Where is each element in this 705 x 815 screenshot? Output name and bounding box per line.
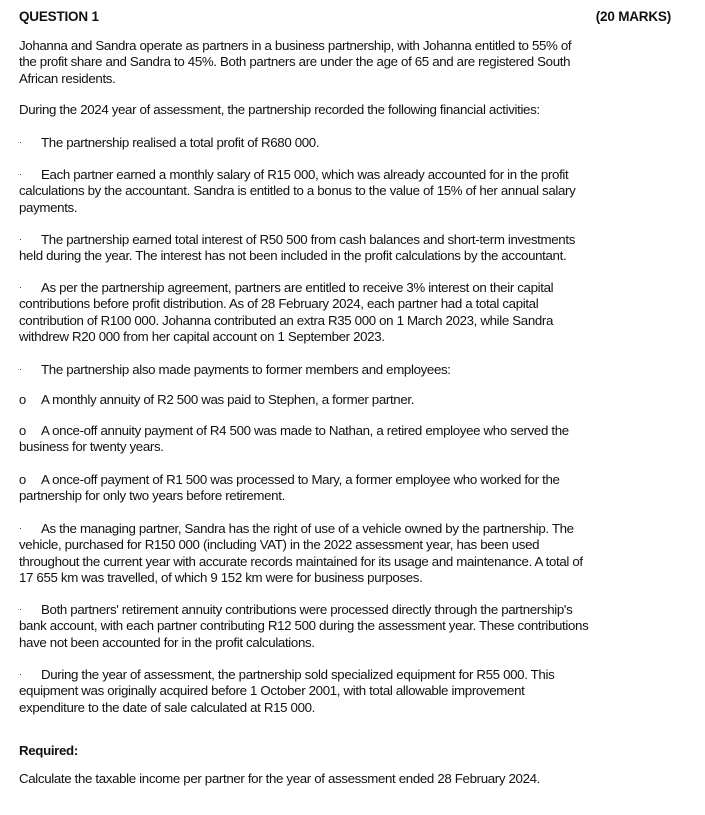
list-item-text: As per the partnership agreement, partners are entitled to receive 3% interest on their capital contributions before profit distribution. As of 28 February 2024, each partner had a total capital contribution of R100 000. Johanna contributed an extra R35 000 on 1 March 2023, while Sandra withdrew R20 000 from her capital account on 1 September 2023. — [19, 280, 554, 344]
sub-item-text: A monthly annuity of R2 500 was paid to Stephen, a former partner. — [41, 392, 415, 407]
list-item-text: During the year of assessment, the partnership sold specialized equipment for R55 000. This equipment was originally acquired before 1 October 2001, with total allowable improvement expenditure to the date of sale calculated at R15 000. — [19, 667, 555, 715]
list-item-total-profit — [19, 134, 589, 151]
list-item-salary — [19, 166, 589, 216]
list-item-equipment-sale — [19, 666, 589, 716]
list-item-text: Each partner earned a monthly salary of R15 000, which was already accounted for in the profit calculations by the accountant. Sandra is entitled to a bonus to the value of 15% of her annual salary payments. — [19, 167, 576, 215]
sub-item-text: A once-off payment of R1 500 was processed to Mary, a former employee who worked for the partnership for only two years before retirement. — [19, 472, 560, 504]
sub-item-nathan — [19, 423, 589, 456]
list-item-interest — [19, 231, 589, 265]
sub-item-mary — [19, 472, 589, 505]
question-header — [19, 9, 671, 27]
bullet-marker: · — [19, 234, 22, 244]
sub-bullet-marker: o — [19, 423, 26, 438]
question-title: QUESTION 1 — [19, 9, 99, 24]
bullet-marker: · — [19, 364, 22, 374]
intro-paragraph: Johanna and Sandra operate as partners in a business partnership, with Johanna entitled to 55% of the profit share and Sandra to 45%. Both partners are under the age of 65 and are registered South African residents. — [19, 38, 572, 86]
list-item-former-payments — [19, 361, 589, 378]
list-item-text: As the managing partner, Sandra has the right of use of a vehicle owned by the partnership. The vehicle, purchased for R150 000 (including VAT) in the 2022 assessment year, has been used throughout the current year with accurate records maintained for its usage and maintenance. A total of 17 655 km was travelled, of which 9 152 km were for business purposes. — [19, 521, 583, 585]
sub-item-stephen — [19, 392, 589, 408]
sub-bullet-marker: o — [19, 472, 26, 487]
sub-bullet-marker: o — [19, 392, 26, 407]
list-item-text: Both partners' retirement annuity contributions were processed directly through the partnership's bank account, with each partner contributing R12 500 during the assessment year. These contributions have not been accounted for in the profit calculations. — [19, 602, 589, 650]
bullet-marker: · — [19, 169, 22, 179]
question-marks: (20 MARKS) — [595, 9, 671, 24]
bullet-marker: · — [19, 604, 22, 614]
list-item-vehicle — [19, 520, 589, 586]
sub-item-text: A once-off annuity payment of R4 500 was made to Nathan, a retired employee who served the business for twenty years. — [19, 423, 569, 455]
required-text: Calculate the taxable income per partner for the year of assessment ended 28 February 2024. — [19, 771, 541, 786]
required-label: Required: — [19, 743, 78, 758]
bullet-marker: · — [19, 137, 22, 147]
list-item-text: The partnership realised a total profit of R680 000. — [41, 135, 320, 150]
bullet-marker: · — [19, 669, 22, 679]
list-item-text: The partnership also made payments to former members and employees: — [41, 362, 451, 377]
list-item-capital-interest — [19, 279, 589, 345]
list-item-text: The partnership earned total interest of R50 500 from cash balances and short-term investments held during the year. The interest has not been included in the profit calculations by the accountant. — [19, 232, 575, 264]
list-item-retirement-annuity — [19, 601, 589, 651]
bullet-marker: · — [19, 523, 22, 533]
bullet-marker: · — [19, 282, 22, 292]
lead-in-paragraph: During the 2024 year of assessment, the partnership recorded the following financial activities: — [19, 102, 540, 117]
